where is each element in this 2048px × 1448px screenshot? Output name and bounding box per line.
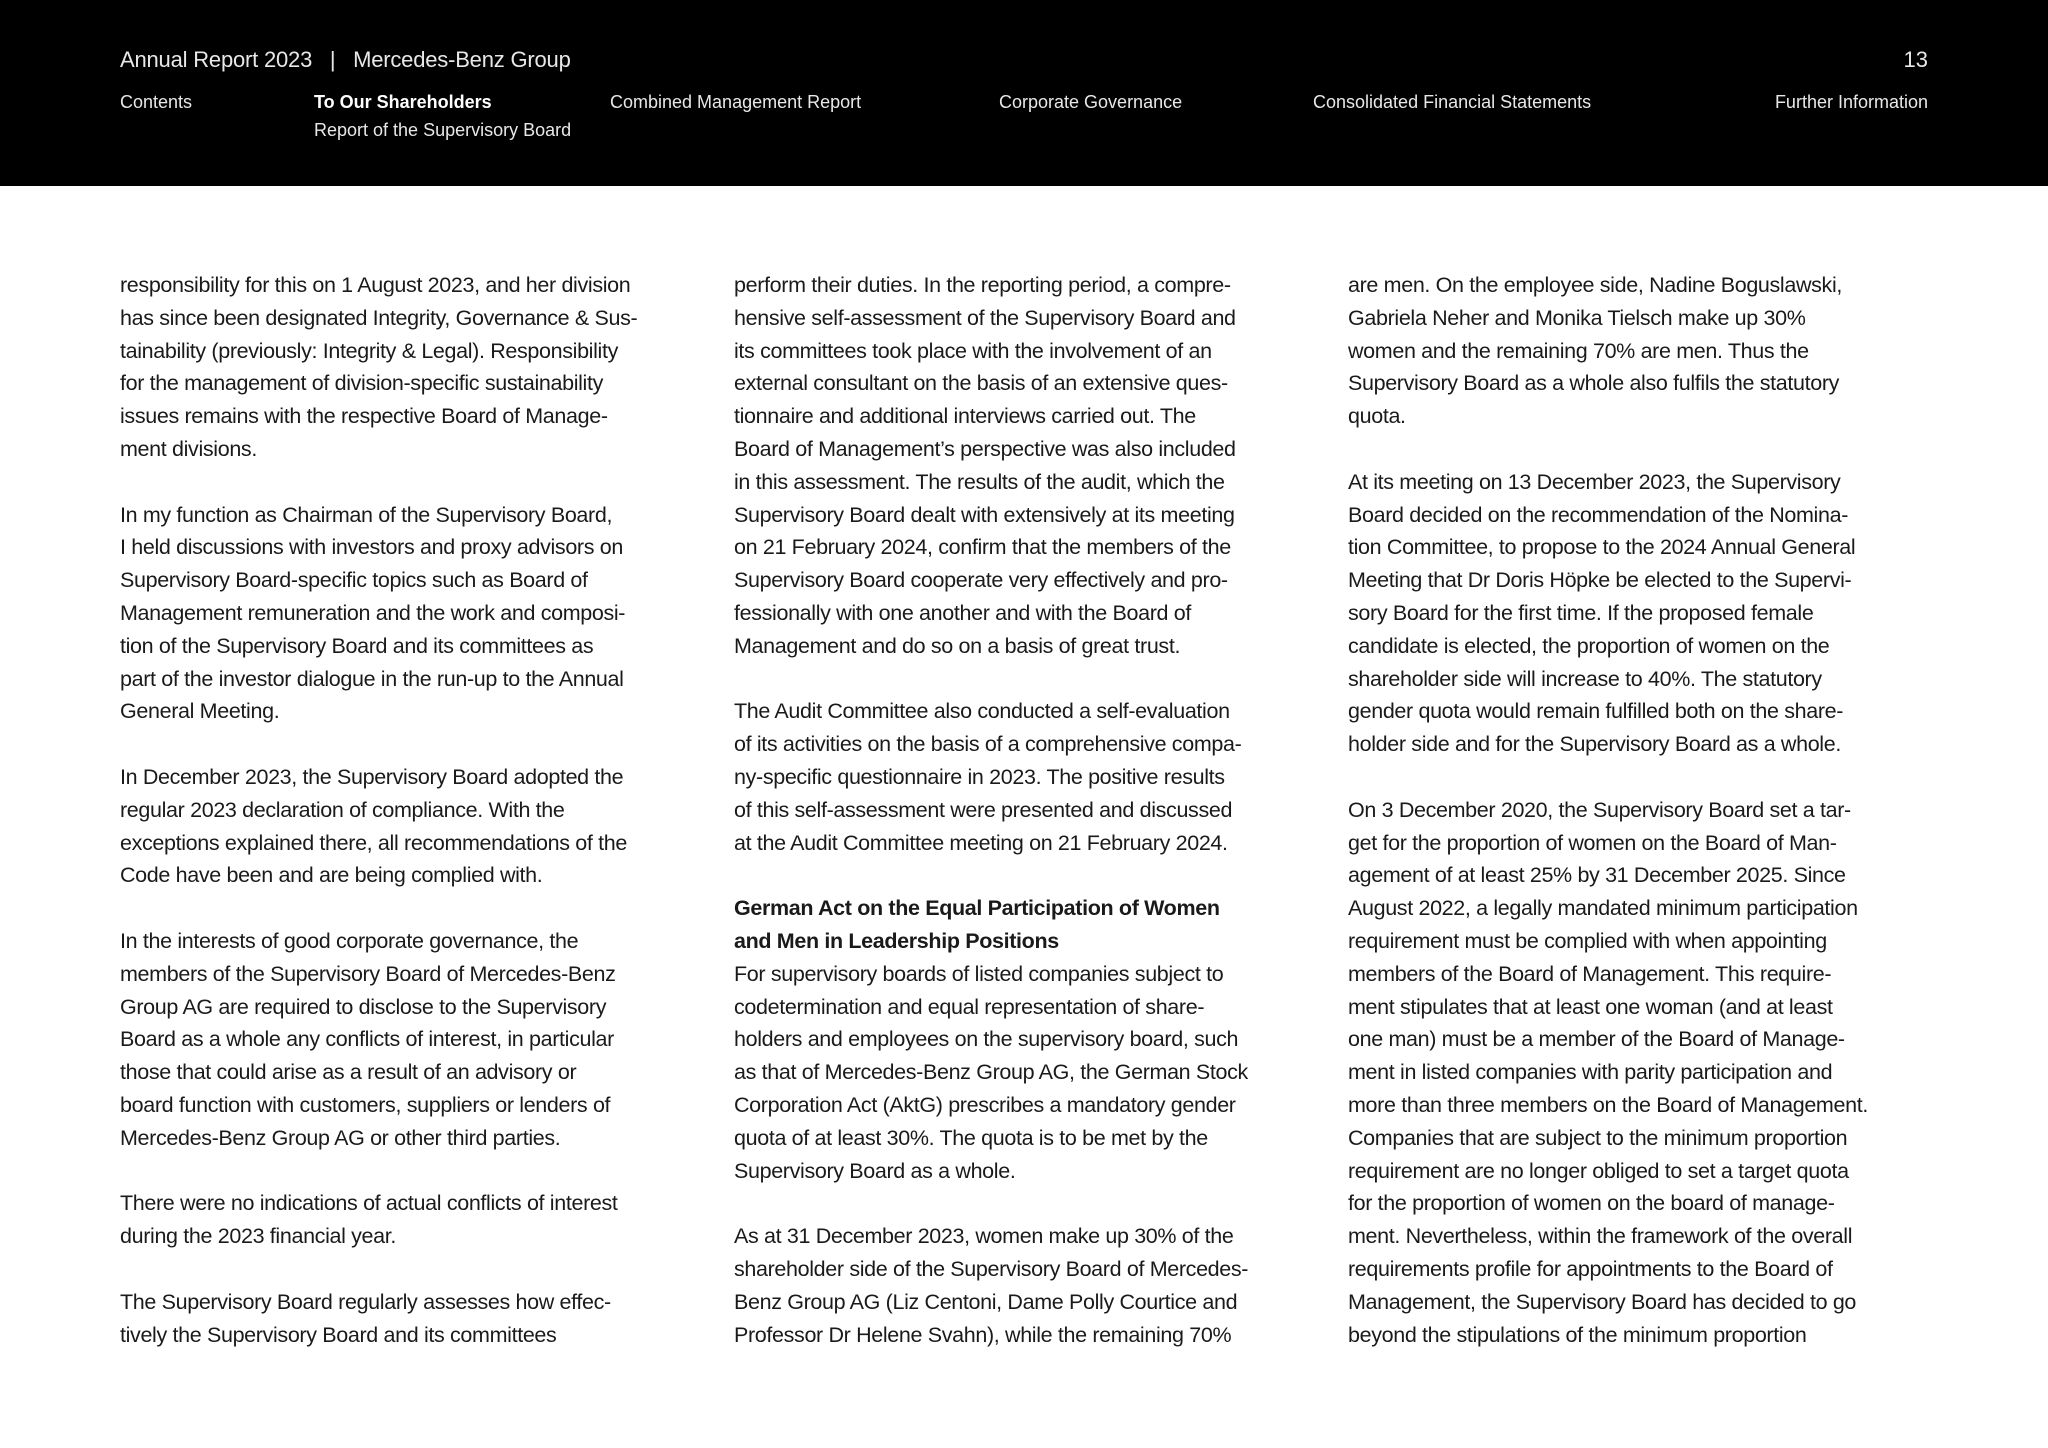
text-line: ny-specific questionnaire in 2023. The positive results xyxy=(734,764,1225,789)
text-line: shareholder side will increase to 40%. The statutory xyxy=(1348,666,1822,691)
text-line: Companies that are subject to the minimum proportion xyxy=(1348,1125,1848,1150)
text-line: The Supervisory Board regularly assesses how effec- xyxy=(120,1289,611,1314)
text-line: members of the Board of Management. This require- xyxy=(1348,961,1832,986)
text-line: requirements profile for appointments to the Board of xyxy=(1348,1256,1833,1281)
text-line: has since been designated Integrity, Governance & Sus- xyxy=(120,305,638,330)
paragraph xyxy=(120,925,720,1155)
text-line: Management, the Supervisory Board has decided to go xyxy=(1348,1289,1857,1314)
text-line: quota of at least 30%. The quota is to be met by the xyxy=(734,1125,1208,1150)
paragraph xyxy=(1348,466,1948,761)
text-line: Board of Management’s perspective was also included xyxy=(734,436,1236,461)
nav-to-our-shareholders[interactable]: To Our Shareholders xyxy=(314,92,492,112)
text-line: fessionally with one another and with the Board of xyxy=(734,600,1191,625)
text-line: At its meeting on 13 December 2023, the Supervisory xyxy=(1348,469,1841,494)
page-number: 13 xyxy=(1903,47,1928,72)
document-title: Annual Report 2023 | Mercedes-Benz Group xyxy=(120,47,571,72)
nav-combined-management-report[interactable]: Combined Management Report xyxy=(610,92,862,112)
text-line: gender quota would remain fulfilled both on the share- xyxy=(1348,699,1844,724)
paragraph xyxy=(1348,794,1948,1352)
text-line: of its activities on the basis of a comprehensive compa- xyxy=(734,732,1242,757)
text-line: Management remuneration and the work and composi- xyxy=(120,600,626,625)
section-heading: and Men in Leadership Positions xyxy=(734,928,1059,953)
text-line: quota. xyxy=(1348,404,1406,429)
nav-contents[interactable]: Contents xyxy=(120,92,193,112)
text-line: for the management of division-specific sustainability xyxy=(120,371,604,396)
text-line: In December 2023, the Supervisory Board adopted the xyxy=(120,764,624,789)
paragraph xyxy=(120,269,720,466)
text-line: candidate is elected, the proportion of women on the xyxy=(1348,633,1830,658)
text-line: Board decided on the recommendation of the Nomina- xyxy=(1348,502,1849,527)
text-line: I held discussions with investors and proxy advisors on xyxy=(120,535,623,560)
text-line: holders and employees on the supervisory board, such xyxy=(734,1027,1239,1052)
text-line: at the Audit Committee meeting on 21 February 2024. xyxy=(734,830,1228,855)
text-line: external consultant on the basis of an extensive ques- xyxy=(734,371,1228,396)
paragraph xyxy=(734,269,1334,663)
text-line: Management and do so on a basis of great trust. xyxy=(734,633,1181,658)
text-line: ment stipulates that at least one woman (and at least xyxy=(1348,994,1833,1019)
text-line: tainability (previously: Integrity & Legal). Responsibility xyxy=(120,338,618,363)
text-line: Supervisory Board as a whole also fulfils the statutory xyxy=(1348,371,1840,396)
text-line: more than three members on the Board of Management. xyxy=(1348,1092,1868,1117)
text-line: Supervisory Board as a whole. xyxy=(734,1158,1016,1183)
text-line: Professor Dr Helene Svahn), while the remaining 70% xyxy=(734,1322,1232,1347)
text-line: regular 2023 declaration of compliance. With the xyxy=(120,797,565,822)
text-line: Supervisory Board cooperate very effectively and pro- xyxy=(734,568,1228,593)
text-line: for the proportion of women on the board of manage- xyxy=(1348,1191,1835,1216)
text-line: hensive self-assessment of the Supervisory Board and xyxy=(734,305,1236,330)
paragraph xyxy=(120,1187,720,1253)
text-line: board function with customers, suppliers or lenders of xyxy=(120,1092,611,1117)
text-line: ment in listed companies with parity participation and xyxy=(1348,1060,1833,1085)
paragraph xyxy=(734,1220,1334,1351)
text-line: tion Committee, to propose to the 2024 Annual General xyxy=(1348,535,1856,560)
text-line: shareholder side of the Supervisory Board of Mercedes- xyxy=(734,1256,1249,1281)
paragraph xyxy=(120,1286,720,1352)
text-line: those that could arise as a result of an advisory or xyxy=(120,1060,577,1085)
nav-corporate-governance[interactable]: Corporate Governance xyxy=(999,92,1183,112)
text-line: exceptions explained there, all recommendations of the xyxy=(120,830,627,855)
text-line: get for the proportion of women on the Board of Man- xyxy=(1348,830,1837,855)
text-line: There were no indications of actual conflicts of interest xyxy=(120,1191,618,1216)
text-line: Mercedes-Benz Group AG or other third parties. xyxy=(120,1125,561,1150)
text-line: on 21 February 2024, confirm that the members of the xyxy=(734,535,1231,560)
text-line: women and the remaining 70% are men. Thus the xyxy=(1348,338,1809,363)
nav-further-information[interactable]: Further Information xyxy=(1774,92,1928,112)
text-column-3 xyxy=(1348,269,1948,1384)
text-line: requirement are no longer obliged to set a target quota xyxy=(1348,1158,1849,1183)
text-line: Group AG are required to disclose to the Supervisory xyxy=(120,994,607,1019)
text-line: sory Board for the first time. If the proposed female xyxy=(1348,600,1814,625)
text-column-1 xyxy=(120,269,720,1384)
text-line: its committees took place with the involvement of an xyxy=(734,338,1212,363)
text-line: Supervisory Board dealt with extensively at its meeting xyxy=(734,502,1235,527)
text-line: General Meeting. xyxy=(120,699,280,724)
paragraph xyxy=(734,892,1334,1187)
section-heading: German Act on the Equal Participation of Women xyxy=(734,896,1220,921)
nav-sub-report-supervisory-board[interactable]: Report of the Supervisory Board xyxy=(314,120,572,140)
text-line: in this assessment. The results of the audit, which the xyxy=(734,469,1225,494)
paragraph xyxy=(1348,269,1948,433)
text-line: Meeting that Dr Doris Höpke be elected to the Supervi- xyxy=(1348,568,1852,593)
text-line: of this self-assessment were presented and discussed xyxy=(734,797,1233,822)
text-line: As at 31 December 2023, women make up 30% of the xyxy=(734,1224,1234,1249)
text-line: members of the Supervisory Board of Mercedes-Benz xyxy=(120,961,616,986)
text-line: responsibility for this on 1 August 2023, and her division xyxy=(120,273,631,297)
text-line: tively the Supervisory Board and its committees xyxy=(120,1322,557,1347)
text-line: as that of Mercedes-Benz Group AG, the German Stock xyxy=(734,1060,1248,1085)
text-line: requirement must be complied with when appointing xyxy=(1348,928,1827,953)
text-line: Benz Group AG (Liz Centoni, Dame Polly Courtice and xyxy=(734,1289,1238,1314)
paragraph xyxy=(734,695,1334,859)
text-line: Board as a whole any conflicts of interest, in particular xyxy=(120,1027,614,1052)
text-line: ment. Nevertheless, within the framework of the overall xyxy=(1348,1224,1853,1249)
text-line: are men. On the employee side, Nadine Boguslawski, xyxy=(1348,273,1842,297)
text-line: during the 2023 financial year. xyxy=(120,1224,397,1249)
text-line: perform their duties. In the reporting period, a compre- xyxy=(734,273,1231,297)
text-line: ment divisions. xyxy=(120,436,257,461)
text-line: beyond the stipulations of the minimum proportion xyxy=(1348,1322,1807,1347)
text-line: Supervisory Board-specific topics such as Board of xyxy=(120,568,588,593)
text-line: one man) must be a member of the Board of Manage- xyxy=(1348,1027,1845,1052)
text-line: codetermination and equal representation of share- xyxy=(734,994,1205,1019)
text-line: issues remains with the respective Board of Manage- xyxy=(120,404,608,429)
text-line: For supervisory boards of listed companies subject to xyxy=(734,961,1224,986)
text-line: part of the investor dialogue in the run-up to the Annual xyxy=(120,666,624,691)
text-line: Corporation Act (AktG) prescribes a mandatory gender xyxy=(734,1092,1236,1117)
text-line: The Audit Committee also conducted a self-evaluation xyxy=(734,699,1230,724)
text-line: holder side and for the Supervisory Board as a whole. xyxy=(1348,732,1841,757)
text-line: agement of at least 25% by 31 December 2025. Since xyxy=(1348,863,1846,888)
page-header xyxy=(0,0,2048,186)
text-line: In the interests of good corporate governance, the xyxy=(120,928,579,953)
text-line: tionnaire and additional interviews carried out. The xyxy=(734,404,1196,429)
text-line: On 3 December 2020, the Supervisory Board set a tar- xyxy=(1348,797,1851,822)
text-line: Code have been and are being complied with. xyxy=(120,863,543,888)
text-column-2 xyxy=(734,269,1334,1384)
text-line: tion of the Supervisory Board and its committees as xyxy=(120,633,594,658)
paragraph xyxy=(120,761,720,892)
nav-consolidated-financial-statements[interactable]: Consolidated Financial Statements xyxy=(1313,92,1592,112)
paragraph xyxy=(120,499,720,729)
text-line: Gabriela Neher and Monika Tielsch make up 30% xyxy=(1348,305,1806,330)
text-line: August 2022, a legally mandated minimum participation xyxy=(1348,896,1858,921)
text-line: In my function as Chairman of the Supervisory Board, xyxy=(120,502,613,527)
